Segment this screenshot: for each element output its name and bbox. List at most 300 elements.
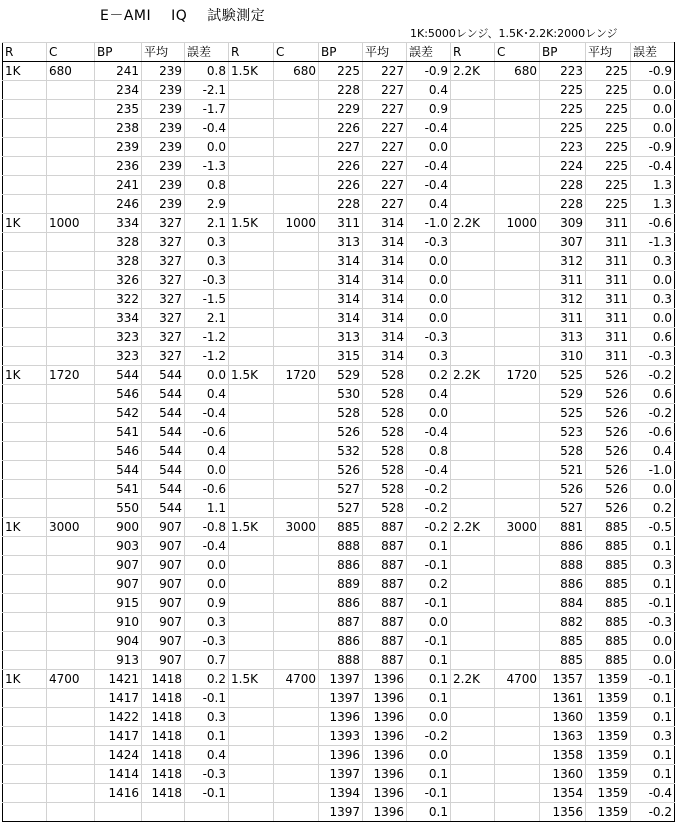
error-cell: -2.1 [185, 81, 229, 100]
bp-cell: 887 [319, 613, 363, 632]
average-cell: 314 [363, 309, 407, 328]
bp-cell: 1396 [319, 746, 363, 765]
average-cell: 327 [142, 271, 185, 290]
bp-cell: 528 [319, 404, 363, 423]
average-cell: 314 [363, 252, 407, 271]
resistance-cell [451, 195, 495, 214]
average-cell: 885 [586, 575, 631, 594]
error-cell: 0.0 [407, 309, 451, 328]
table-row [3, 214, 675, 233]
resistance-cell [3, 461, 47, 480]
bp-cell: 886 [540, 575, 586, 594]
average-cell: 544 [142, 404, 185, 423]
table-row [3, 309, 675, 328]
resistance-cell [229, 784, 274, 803]
average-cell: 1359 [586, 765, 631, 784]
average-cell: 227 [363, 176, 407, 195]
resistance-cell [451, 138, 495, 157]
bp-cell: 312 [540, 290, 586, 309]
bp-cell: 224 [540, 157, 586, 176]
header-cell: BP [319, 43, 363, 62]
resistance-cell [451, 632, 495, 651]
average-cell: 225 [586, 81, 631, 100]
capacitance-cell [274, 727, 319, 746]
resistance-cell [3, 708, 47, 727]
bp-cell: 1416 [95, 784, 142, 803]
bp-cell: 228 [319, 195, 363, 214]
capacitance-cell [274, 746, 319, 765]
capacitance-cell [47, 233, 95, 252]
error-cell: -0.2 [407, 499, 451, 518]
bp-cell: 311 [540, 271, 586, 290]
resistance-cell [3, 575, 47, 594]
bp-cell: 312 [540, 252, 586, 271]
resistance-cell [3, 613, 47, 632]
error-cell: 0.2 [631, 499, 675, 518]
average-cell: 885 [586, 651, 631, 670]
average-cell: 1396 [363, 727, 407, 746]
capacitance-cell [47, 727, 95, 746]
resistance-cell [451, 480, 495, 499]
title-model: IQ [171, 8, 188, 24]
bp-cell: 526 [319, 423, 363, 442]
table-row [3, 176, 675, 195]
table-row [3, 784, 675, 803]
average-cell: 907 [142, 518, 185, 537]
error-cell: 0.1 [631, 689, 675, 708]
resistance-cell [3, 556, 47, 575]
bp-cell: 315 [319, 347, 363, 366]
capacitance-cell [495, 537, 540, 556]
bp-cell: 239 [95, 138, 142, 157]
error-cell: -0.6 [631, 214, 675, 233]
capacitance-cell [47, 594, 95, 613]
resistance-cell [229, 613, 274, 632]
capacitance-cell [47, 765, 95, 784]
bp-cell: 544 [95, 366, 142, 385]
capacitance-cell [274, 100, 319, 119]
capacitance-cell [47, 81, 95, 100]
table-row [3, 803, 675, 822]
bp-cell: 886 [319, 594, 363, 613]
resistance-cell [229, 252, 274, 271]
bp-cell: 888 [319, 537, 363, 556]
bp-cell: 1397 [319, 803, 363, 822]
resistance-cell [3, 385, 47, 404]
resistance-cell [229, 651, 274, 670]
average-cell: 314 [363, 290, 407, 309]
bp-cell: 225 [540, 119, 586, 138]
average-cell: 225 [586, 138, 631, 157]
resistance-cell [451, 157, 495, 176]
error-cell: -0.3 [407, 233, 451, 252]
capacitance-cell [495, 385, 540, 404]
capacitance-cell [274, 233, 319, 252]
average-cell: 544 [142, 442, 185, 461]
capacitance-cell [274, 803, 319, 822]
header-cell: BP [95, 43, 142, 62]
average-cell: 1396 [363, 708, 407, 727]
average-cell: 1359 [586, 689, 631, 708]
resistance-cell [229, 594, 274, 613]
average-cell: 887 [363, 518, 407, 537]
average-cell: 239 [142, 138, 185, 157]
measurement-table [2, 42, 675, 822]
error-cell: -0.4 [631, 157, 675, 176]
average-cell: 327 [142, 347, 185, 366]
error-cell: 0.4 [407, 195, 451, 214]
average-cell: 1359 [586, 727, 631, 746]
resistance-cell [229, 328, 274, 347]
capacitance-cell [274, 537, 319, 556]
error-cell: 0.0 [407, 138, 451, 157]
resistance-cell [229, 119, 274, 138]
average-cell: 885 [586, 556, 631, 575]
resistance-cell [229, 689, 274, 708]
bp-cell: 1361 [540, 689, 586, 708]
bp-cell: 526 [540, 480, 586, 499]
average-cell: 887 [363, 594, 407, 613]
average-cell: 1418 [142, 670, 185, 689]
capacitance-cell [47, 537, 95, 556]
bp-cell: 1422 [95, 708, 142, 727]
error-cell: -0.1 [185, 689, 229, 708]
error-cell: -1.7 [185, 100, 229, 119]
resistance-cell [229, 765, 274, 784]
error-cell: 0.3 [631, 252, 675, 271]
capacitance-cell [495, 271, 540, 290]
bp-cell: 1393 [319, 727, 363, 746]
average-cell: 225 [586, 62, 631, 81]
resistance-cell [229, 195, 274, 214]
error-cell: 0.6 [631, 328, 675, 347]
resistance-cell: 1.5K [229, 366, 274, 385]
resistance-cell [229, 632, 274, 651]
average-cell: 239 [142, 62, 185, 81]
resistance-cell [451, 347, 495, 366]
average-cell: 544 [142, 461, 185, 480]
average-cell: 544 [142, 423, 185, 442]
average-cell: 887 [363, 651, 407, 670]
resistance-cell [451, 404, 495, 423]
bp-cell: 888 [319, 651, 363, 670]
capacitance-cell [47, 309, 95, 328]
error-cell: -0.4 [407, 423, 451, 442]
capacitance-cell [47, 442, 95, 461]
capacitance-cell [274, 708, 319, 727]
error-cell: -0.9 [631, 138, 675, 157]
capacitance-cell [47, 480, 95, 499]
error-cell: -0.1 [185, 784, 229, 803]
bp-cell: 913 [95, 651, 142, 670]
resistance-cell [3, 157, 47, 176]
resistance-cell [3, 195, 47, 214]
capacitance-cell [274, 442, 319, 461]
average-cell: 526 [586, 385, 631, 404]
error-cell: 0.1 [407, 537, 451, 556]
error-cell: 2.1 [185, 309, 229, 328]
resistance-cell [229, 423, 274, 442]
error-cell: 0.3 [631, 556, 675, 575]
capacitance-cell [495, 556, 540, 575]
capacitance-cell [274, 575, 319, 594]
capacitance-cell: 4700 [47, 670, 95, 689]
error-cell: -0.3 [407, 328, 451, 347]
table-row [3, 594, 675, 613]
capacitance-cell [495, 309, 540, 328]
table-row [3, 62, 675, 81]
capacitance-cell [495, 765, 540, 784]
header-cell: 誤差 [407, 43, 451, 62]
capacitance-cell [274, 651, 319, 670]
capacitance-cell [495, 575, 540, 594]
average-cell: 239 [142, 100, 185, 119]
capacitance-cell [47, 632, 95, 651]
bp-cell: 225 [540, 100, 586, 119]
resistance-cell [229, 404, 274, 423]
capacitance-cell: 1000 [274, 214, 319, 233]
resistance-cell [229, 385, 274, 404]
capacitance-cell [495, 651, 540, 670]
header-cell: 誤差 [185, 43, 229, 62]
average-cell: 1418 [142, 727, 185, 746]
average-cell: 907 [142, 537, 185, 556]
capacitance-cell [495, 784, 540, 803]
resistance-cell [451, 689, 495, 708]
average-cell: 225 [586, 176, 631, 195]
error-cell: -0.2 [407, 480, 451, 499]
resistance-cell: 1.5K [229, 670, 274, 689]
bp-cell: 1394 [319, 784, 363, 803]
error-cell: -1.0 [407, 214, 451, 233]
bp-cell: 529 [540, 385, 586, 404]
capacitance-cell [495, 594, 540, 613]
capacitance-cell [274, 119, 319, 138]
capacitance-cell [495, 328, 540, 347]
error-cell: -0.2 [631, 803, 675, 822]
error-cell: -0.1 [631, 670, 675, 689]
error-cell: 0.1 [407, 670, 451, 689]
resistance-cell [3, 347, 47, 366]
capacitance-cell [274, 157, 319, 176]
resistance-cell [3, 784, 47, 803]
bp-cell: 334 [95, 214, 142, 233]
resistance-cell [229, 233, 274, 252]
capacitance-cell [47, 290, 95, 309]
resistance-cell [451, 594, 495, 613]
average-cell: 887 [363, 613, 407, 632]
resistance-cell [3, 81, 47, 100]
bp-cell: 529 [319, 366, 363, 385]
bp-cell: 314 [319, 290, 363, 309]
error-cell: 0.8 [407, 442, 451, 461]
bp-cell: 228 [540, 195, 586, 214]
resistance-cell [451, 81, 495, 100]
resistance-cell [229, 157, 274, 176]
capacitance-cell [47, 689, 95, 708]
bp-cell: 882 [540, 613, 586, 632]
resistance-cell [3, 138, 47, 157]
error-cell: 0.0 [631, 100, 675, 119]
header-cell: 平均 [586, 43, 631, 62]
capacitance-cell [47, 613, 95, 632]
average-cell: 225 [586, 157, 631, 176]
capacitance-cell [47, 651, 95, 670]
average-cell: 314 [363, 347, 407, 366]
error-cell: 0.2 [185, 670, 229, 689]
average-cell: 907 [142, 575, 185, 594]
bp-cell: 915 [95, 594, 142, 613]
capacitance-cell [495, 347, 540, 366]
average-cell: 327 [142, 290, 185, 309]
capacitance-cell: 1720 [495, 366, 540, 385]
average-cell: 544 [142, 499, 185, 518]
error-cell: 0.4 [185, 442, 229, 461]
bp-cell: 314 [319, 252, 363, 271]
average-cell: 885 [586, 518, 631, 537]
resistance-cell: 2.2K [451, 366, 495, 385]
average-cell: 227 [363, 119, 407, 138]
sheet-title [100, 5, 285, 25]
bp-cell: 235 [95, 100, 142, 119]
average-cell: 314 [363, 214, 407, 233]
table-row [3, 670, 675, 689]
resistance-cell [3, 290, 47, 309]
bp-cell: 885 [540, 632, 586, 651]
capacitance-cell [274, 309, 319, 328]
header-cell: 平均 [142, 43, 185, 62]
bp-cell: 546 [95, 442, 142, 461]
bp-cell: 526 [319, 461, 363, 480]
error-cell: 0.9 [185, 594, 229, 613]
capacitance-cell [495, 632, 540, 651]
error-cell: 0.0 [407, 290, 451, 309]
resistance-cell [3, 499, 47, 518]
capacitance-cell [47, 803, 95, 822]
error-cell: -0.3 [185, 765, 229, 784]
error-cell: 0.0 [631, 81, 675, 100]
resistance-cell [229, 499, 274, 518]
bp-cell: 528 [540, 442, 586, 461]
table-row [3, 195, 675, 214]
capacitance-cell [47, 461, 95, 480]
bp-cell: 1360 [540, 708, 586, 727]
capacitance-cell [274, 632, 319, 651]
average-cell: 1418 [142, 765, 185, 784]
error-cell: 0.3 [631, 290, 675, 309]
capacitance-cell [47, 100, 95, 119]
bp-cell [95, 803, 142, 822]
resistance-cell [3, 442, 47, 461]
average-cell: 225 [586, 195, 631, 214]
table-row [3, 651, 675, 670]
capacitance-cell: 1000 [495, 214, 540, 233]
average-cell: 885 [586, 537, 631, 556]
table-row [3, 233, 675, 252]
capacitance-cell [47, 347, 95, 366]
average-cell: 526 [586, 480, 631, 499]
capacitance-cell [274, 138, 319, 157]
average-cell: 311 [586, 214, 631, 233]
error-cell: -0.2 [631, 404, 675, 423]
bp-cell: 1396 [319, 708, 363, 727]
capacitance-cell [47, 119, 95, 138]
capacitance-cell [495, 689, 540, 708]
average-cell: 314 [363, 328, 407, 347]
error-cell: 0.0 [631, 632, 675, 651]
table-row [3, 252, 675, 271]
capacitance-cell [274, 271, 319, 290]
table-row [3, 271, 675, 290]
resistance-cell [3, 404, 47, 423]
bp-cell: 234 [95, 81, 142, 100]
bp-cell: 881 [540, 518, 586, 537]
resistance-cell [451, 442, 495, 461]
error-cell: 0.1 [407, 803, 451, 822]
resistance-cell [3, 651, 47, 670]
error-cell: 0.9 [407, 100, 451, 119]
table-row [3, 575, 675, 594]
bp-cell: 889 [319, 575, 363, 594]
average-cell: 528 [363, 442, 407, 461]
bp-cell: 546 [95, 385, 142, 404]
capacitance-cell [47, 328, 95, 347]
error-cell: 0.2 [407, 366, 451, 385]
average-cell: 311 [586, 290, 631, 309]
error-cell: 0.1 [407, 765, 451, 784]
title-product: E－AMI [100, 8, 152, 24]
average-cell: 1359 [586, 708, 631, 727]
bp-cell: 544 [95, 461, 142, 480]
bp-cell: 525 [540, 366, 586, 385]
bp-cell: 328 [95, 252, 142, 271]
average-cell: 528 [363, 423, 407, 442]
error-cell: 0.1 [407, 651, 451, 670]
resistance-cell [451, 309, 495, 328]
error-cell: 0.1 [631, 575, 675, 594]
average-cell: 1359 [586, 803, 631, 822]
bp-cell: 886 [319, 556, 363, 575]
average-cell: 528 [363, 499, 407, 518]
capacitance-cell [495, 233, 540, 252]
average-cell: 225 [586, 119, 631, 138]
table-row [3, 480, 675, 499]
error-cell: 0.1 [185, 727, 229, 746]
average-cell: 311 [586, 328, 631, 347]
header-cell: C [274, 43, 319, 62]
average-cell: 227 [363, 195, 407, 214]
error-cell: 0.2 [407, 575, 451, 594]
resistance-cell [3, 119, 47, 138]
average-cell: 227 [363, 81, 407, 100]
bp-cell: 541 [95, 480, 142, 499]
bp-cell: 307 [540, 233, 586, 252]
table-row [3, 746, 675, 765]
average-cell: 314 [363, 233, 407, 252]
resistance-cell [229, 556, 274, 575]
bp-cell: 900 [95, 518, 142, 537]
capacitance-cell: 4700 [274, 670, 319, 689]
bp-cell: 334 [95, 309, 142, 328]
capacitance-cell [274, 461, 319, 480]
error-cell: -0.4 [185, 404, 229, 423]
table-row [3, 518, 675, 537]
error-cell: 1.1 [185, 499, 229, 518]
resistance-cell [229, 708, 274, 727]
error-cell: -0.9 [631, 62, 675, 81]
average-cell: 239 [142, 81, 185, 100]
average-cell: 544 [142, 366, 185, 385]
